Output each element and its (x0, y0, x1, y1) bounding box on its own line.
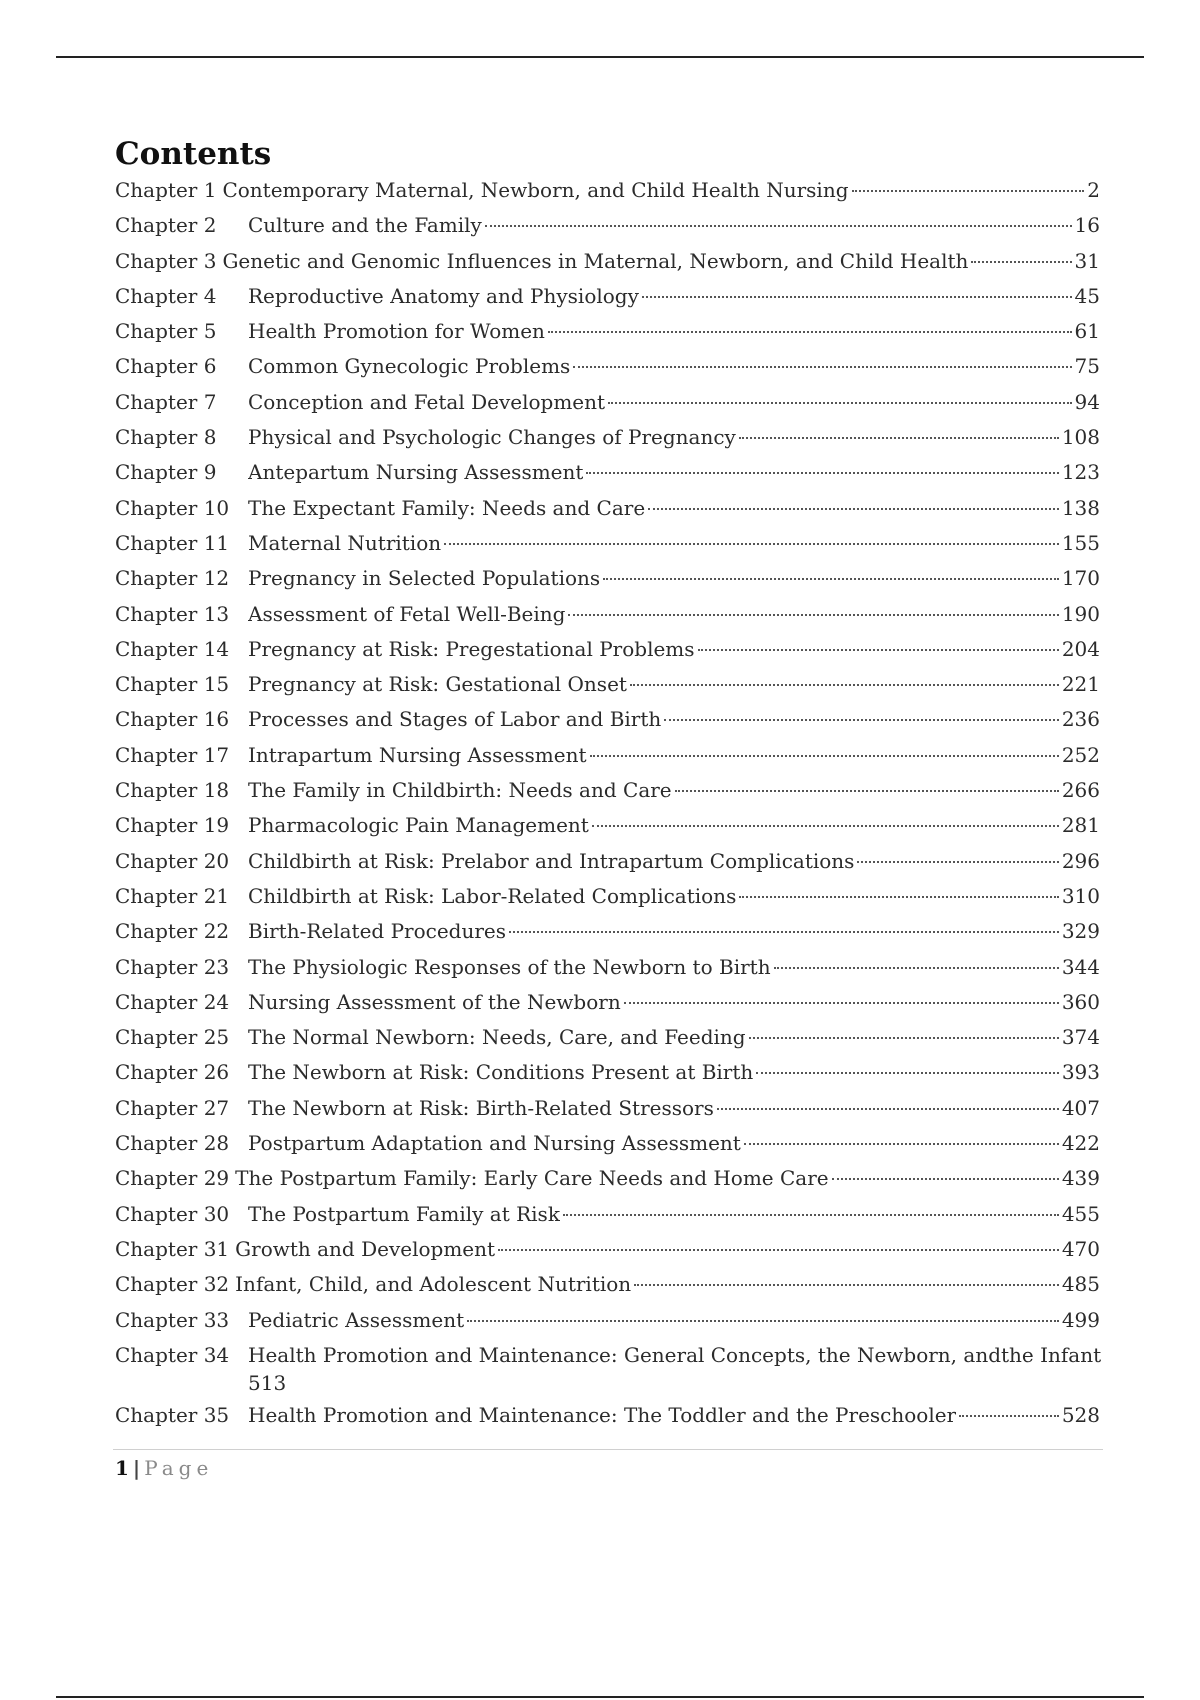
toc-entry[interactable] (115, 914, 1100, 949)
chapter-title: Pregnancy at Risk: Gestational Onset (248, 672, 627, 697)
toc-entry-row (115, 1341, 1100, 1397)
dot-leader (467, 1320, 1059, 1322)
dot-leader (675, 790, 1059, 792)
toc-entry-row (115, 879, 1100, 914)
dot-leader (603, 578, 1059, 580)
dot-leader (592, 825, 1059, 827)
chapter-number: Chapter 31 (115, 1236, 230, 1261)
chapter-title: Pharmacologic Pain Management (248, 813, 589, 838)
chapter-page-number: 374 (1061, 1025, 1100, 1050)
chapter-page-number: 296 (1061, 848, 1100, 873)
chapter-page-number: 45 (1074, 283, 1100, 308)
chapter-page-number: 310 (1061, 883, 1100, 908)
chapter-page-number: 190 (1061, 601, 1100, 626)
toc-entry-row (115, 597, 1100, 632)
toc-entry-row (115, 1398, 1100, 1433)
toc-entry-row (115, 1126, 1100, 1161)
chapter-title: Intrapartum Nursing Assessment (248, 742, 587, 767)
dot-leader (749, 1037, 1059, 1039)
toc-entry-row (115, 1055, 1100, 1090)
dot-leader (642, 296, 1072, 298)
chapter-title: Pregnancy at Risk: Pregestational Problems (248, 636, 695, 661)
chapter-number: Chapter 29 (115, 1166, 230, 1191)
dot-leader (852, 190, 1085, 192)
toc-entry[interactable] (115, 314, 1100, 349)
chapter-page-number: 407 (1061, 1095, 1100, 1120)
toc-entry-row (115, 914, 1100, 949)
dot-leader (498, 1249, 1059, 1251)
chapter-page-number: 252 (1061, 742, 1100, 767)
toc-entry[interactable] (115, 985, 1100, 1020)
toc-entry-row (115, 1161, 1100, 1196)
chapter-page-number: 281 (1061, 813, 1100, 838)
toc-entry[interactable] (115, 773, 1100, 808)
table-of-contents (115, 173, 1100, 1433)
chapter-title: Common Gynecologic Problems (248, 354, 571, 379)
chapter-page-number: 360 (1061, 989, 1100, 1014)
chapter-page-number: 455 (1061, 1201, 1100, 1226)
toc-entry[interactable] (115, 1126, 1100, 1161)
toc-entry[interactable] (115, 420, 1100, 455)
chapter-page-number: 170 (1061, 566, 1100, 591)
dot-leader (832, 1178, 1059, 1180)
toc-entry-row (115, 950, 1100, 985)
chapter-title: Health Promotion and Maintenance: General Concepts, the Newborn, andthe Infant (248, 1342, 1102, 1367)
chapter-page-number: 329 (1061, 919, 1100, 944)
toc-entry-row (115, 561, 1100, 596)
dot-leader (774, 967, 1059, 969)
dot-leader (573, 366, 1071, 368)
dot-leader (568, 614, 1058, 616)
chapter-title: Childbirth at Risk: Labor-Related Complications (248, 883, 737, 908)
dot-leader (485, 225, 1072, 227)
chapter-number: Chapter 1 (115, 178, 217, 202)
chapter-title: The Newborn at Risk: Conditions Present at Birth (248, 1060, 754, 1085)
chapter-title: Pediatric Assessment (248, 1307, 465, 1332)
dot-leader (971, 261, 1071, 263)
toc-entry-row (115, 773, 1100, 808)
chapter-title: The Family in Childbirth: Needs and Care (248, 778, 672, 803)
chapter-number: Chapter 18 (115, 778, 230, 803)
chapter-page-number: 123 (1061, 460, 1100, 485)
chapter-title: Nursing Assessment of the Newborn (248, 989, 621, 1014)
chapter-title: Antepartum Nursing Assessment (248, 460, 584, 485)
toc-entry-row (115, 208, 1100, 243)
toc-entry[interactable] (115, 385, 1100, 420)
chapter-title: The Physiologic Responses of the Newborn to Birth (248, 954, 771, 979)
toc-entry[interactable] (115, 1398, 1100, 1433)
chapter-title: Pregnancy in Selected Populations (248, 566, 601, 591)
toc-entry[interactable] (115, 1091, 1100, 1126)
chapter-number: Chapter 33 (115, 1307, 230, 1332)
dot-leader (717, 1108, 1059, 1110)
chapter-number: Chapter 23 (115, 954, 230, 979)
dot-leader (744, 1143, 1059, 1145)
chapter-title: Genetic and Genomic Influences in Maternal, Newborn, and Child Health (222, 248, 969, 273)
chapter-title: The Normal Newborn: Needs, Care, and Feeding (248, 1025, 746, 1050)
chapter-title: The Postpartum Family: Early Care Needs and Home Care (235, 1166, 829, 1191)
chapter-title: Contemporary Maternal, Newborn, and Child Health Nursing (222, 178, 849, 202)
contents-heading: Contents (115, 136, 272, 172)
toc-entry-row (115, 314, 1100, 349)
chapter-number: Chapter 19 (115, 813, 230, 838)
chapter-number: Chapter 14 (115, 636, 230, 661)
toc-entry-row (115, 1303, 1100, 1338)
dot-leader (590, 755, 1059, 757)
chapter-title: Postpartum Adaptation and Nursing Assessment (248, 1131, 741, 1156)
dot-leader (664, 719, 1059, 721)
chapter-number: Chapter 9 (115, 460, 217, 485)
chapter-number: Chapter 22 (115, 919, 230, 944)
toc-entry-row (115, 279, 1100, 314)
dot-leader (648, 508, 1059, 510)
toc-entry-row (115, 526, 1100, 561)
dot-leader (586, 472, 1058, 474)
chapter-title: Birth-Related Procedures (248, 919, 507, 944)
page-separator: | (132, 1456, 141, 1480)
toc-entry-row (115, 808, 1100, 843)
chapter-title: Infant, Child, and Adolescent Nutrition (235, 1272, 632, 1297)
dot-leader (739, 437, 1059, 439)
dot-leader (630, 684, 1059, 686)
toc-entry[interactable] (115, 808, 1100, 843)
chapter-number: Chapter 4 (115, 283, 217, 308)
chapter-number: Chapter 20 (115, 848, 230, 873)
chapter-page-number: 75 (1074, 354, 1100, 379)
toc-entry[interactable] (115, 455, 1100, 490)
dot-leader (624, 1002, 1059, 1004)
toc-entry-row (115, 702, 1100, 737)
chapter-number: Chapter 8 (115, 425, 217, 450)
chapter-page-number: 94 (1074, 389, 1100, 414)
dot-leader (634, 1284, 1059, 1286)
toc-entry[interactable] (115, 1338, 1100, 1398)
toc-entry[interactable] (115, 526, 1100, 561)
toc-entry[interactable] (115, 1055, 1100, 1090)
chapter-number: Chapter 26 (115, 1060, 230, 1085)
chapter-page-number: 439 (1061, 1166, 1100, 1191)
chapter-page-number: 470 (1061, 1236, 1100, 1261)
chapter-page-number: 138 (1061, 495, 1100, 520)
chapter-number: Chapter 17 (115, 742, 230, 767)
chapter-page-number: 31 (1074, 248, 1100, 273)
toc-entry[interactable] (115, 1020, 1100, 1055)
chapter-number: Chapter 35 (115, 1402, 230, 1427)
chapter-number: Chapter 5 (115, 319, 217, 344)
chapter-number: Chapter 2 (115, 213, 217, 238)
toc-entry[interactable] (115, 491, 1100, 526)
chapter-page-number: 266 (1061, 778, 1100, 803)
page-label: Page (144, 1456, 214, 1480)
chapter-number: Chapter 30 (115, 1201, 230, 1226)
chapter-page-number: 528 (1061, 1402, 1100, 1427)
chapter-title: Reproductive Anatomy and Physiology (248, 283, 639, 308)
toc-entry-row (115, 1020, 1100, 1055)
chapter-title: Maternal Nutrition (248, 530, 442, 555)
chapter-number: Chapter 34 (115, 1342, 230, 1367)
chapter-page-number: 204 (1061, 636, 1100, 661)
chapter-page-number: 513 (248, 1370, 287, 1395)
chapter-page-number: 16 (1074, 213, 1100, 238)
chapter-number: Chapter 15 (115, 672, 230, 697)
chapter-title: Health Promotion and Maintenance: The Toddler and the Preschooler (248, 1402, 957, 1427)
chapter-number: Chapter 21 (115, 883, 230, 908)
chapter-number: Chapter 32 (115, 1272, 230, 1297)
chapter-number: Chapter 12 (115, 566, 230, 591)
chapter-page-number: 393 (1061, 1060, 1100, 1085)
chapter-number: Chapter 13 (115, 601, 230, 626)
chapter-page-number: 108 (1061, 425, 1100, 450)
page-number: 1 (115, 1456, 129, 1480)
chapter-title-block (248, 1341, 1101, 1397)
chapter-number: Chapter 6 (115, 354, 217, 379)
chapter-page-number: 236 (1061, 707, 1100, 732)
chapter-number: Chapter 28 (115, 1131, 230, 1156)
chapter-page-number: 499 (1061, 1307, 1100, 1332)
chapter-title: The Newborn at Risk: Birth-Related Stressors (248, 1095, 714, 1120)
chapter-page-number: 2 (1087, 178, 1100, 202)
chapter-title: The Postpartum Family at Risk (248, 1201, 560, 1226)
toc-entry[interactable] (115, 844, 1100, 879)
chapter-title: Physical and Psychologic Changes of Pregnancy (248, 425, 736, 450)
chapter-number: Chapter 10 (115, 495, 230, 520)
dot-leader (608, 402, 1072, 404)
toc-entry[interactable] (115, 1267, 1100, 1302)
dot-leader (959, 1415, 1059, 1417)
toc-entry-row (115, 632, 1100, 667)
toc-entry[interactable] (115, 667, 1100, 702)
toc-entry-row (115, 1091, 1100, 1126)
toc-entry-row (115, 1267, 1100, 1302)
chapter-number: Chapter 16 (115, 707, 230, 732)
chapter-page-number: 344 (1061, 954, 1100, 979)
page-footer (115, 1455, 213, 1481)
top-rule (56, 56, 1144, 58)
toc-entry-row (115, 1197, 1100, 1232)
chapter-number: Chapter 11 (115, 530, 230, 555)
chapter-number: Chapter 3 (115, 248, 217, 273)
toc-entry-row (115, 1232, 1100, 1267)
toc-entry[interactable] (115, 561, 1100, 596)
footer-rule (113, 1449, 1103, 1450)
toc-entry-row (115, 173, 1100, 208)
bottom-rule (56, 1696, 1144, 1698)
toc-entry-row (115, 844, 1100, 879)
chapter-title: The Expectant Family: Needs and Care (248, 495, 646, 520)
toc-entry[interactable] (115, 702, 1100, 737)
toc-entry-row (115, 244, 1100, 279)
toc-entry[interactable] (115, 1303, 1100, 1338)
toc-entry-row (115, 385, 1100, 420)
toc-entry[interactable] (115, 279, 1100, 314)
chapter-title: Assessment of Fetal Well-Being (248, 601, 566, 626)
dot-leader (698, 649, 1059, 651)
toc-entry-row (115, 349, 1100, 384)
toc-entry[interactable] (115, 244, 1100, 279)
toc-entry[interactable] (115, 1161, 1100, 1196)
toc-entry[interactable] (115, 1232, 1100, 1267)
toc-entry[interactable] (115, 950, 1100, 985)
dot-leader (509, 931, 1059, 933)
toc-entry-row (115, 667, 1100, 702)
toc-entry-row (115, 985, 1100, 1020)
chapter-page-number: 422 (1061, 1131, 1100, 1156)
dot-leader (563, 1214, 1059, 1216)
chapter-title: Growth and Development (235, 1236, 496, 1261)
toc-entry-row (115, 455, 1100, 490)
chapter-page-number: 155 (1061, 530, 1100, 555)
chapter-title: Processes and Stages of Labor and Birth (248, 707, 662, 732)
toc-entry-row (115, 491, 1100, 526)
toc-entry-row (115, 738, 1100, 773)
chapter-title: Culture and the Family (248, 213, 482, 238)
dot-leader (444, 543, 1059, 545)
dot-leader (857, 861, 1058, 863)
toc-entry[interactable] (115, 632, 1100, 667)
toc-entry[interactable] (115, 208, 1100, 243)
chapter-number: Chapter 24 (115, 989, 230, 1014)
toc-entry[interactable] (115, 879, 1100, 914)
toc-entry[interactable] (115, 173, 1100, 208)
toc-entry-row (115, 420, 1100, 455)
chapter-page-number: 485 (1061, 1272, 1100, 1297)
dot-leader (548, 331, 1072, 333)
chapter-number: Chapter 27 (115, 1095, 230, 1120)
dot-leader (739, 896, 1058, 898)
toc-entry[interactable] (115, 738, 1100, 773)
dot-leader (756, 1072, 1059, 1074)
toc-entry[interactable] (115, 597, 1100, 632)
chapter-title: Health Promotion for Women (248, 319, 545, 344)
chapter-title: Childbirth at Risk: Prelabor and Intrapartum Complications (248, 848, 855, 873)
toc-entry[interactable] (115, 349, 1100, 384)
chapter-number: Chapter 25 (115, 1025, 230, 1050)
chapter-page-number: 61 (1074, 319, 1100, 344)
chapter-title: Conception and Fetal Development (248, 389, 606, 414)
chapter-page-number: 221 (1061, 672, 1100, 697)
toc-entry[interactable] (115, 1197, 1100, 1232)
chapter-number: Chapter 7 (115, 389, 217, 414)
